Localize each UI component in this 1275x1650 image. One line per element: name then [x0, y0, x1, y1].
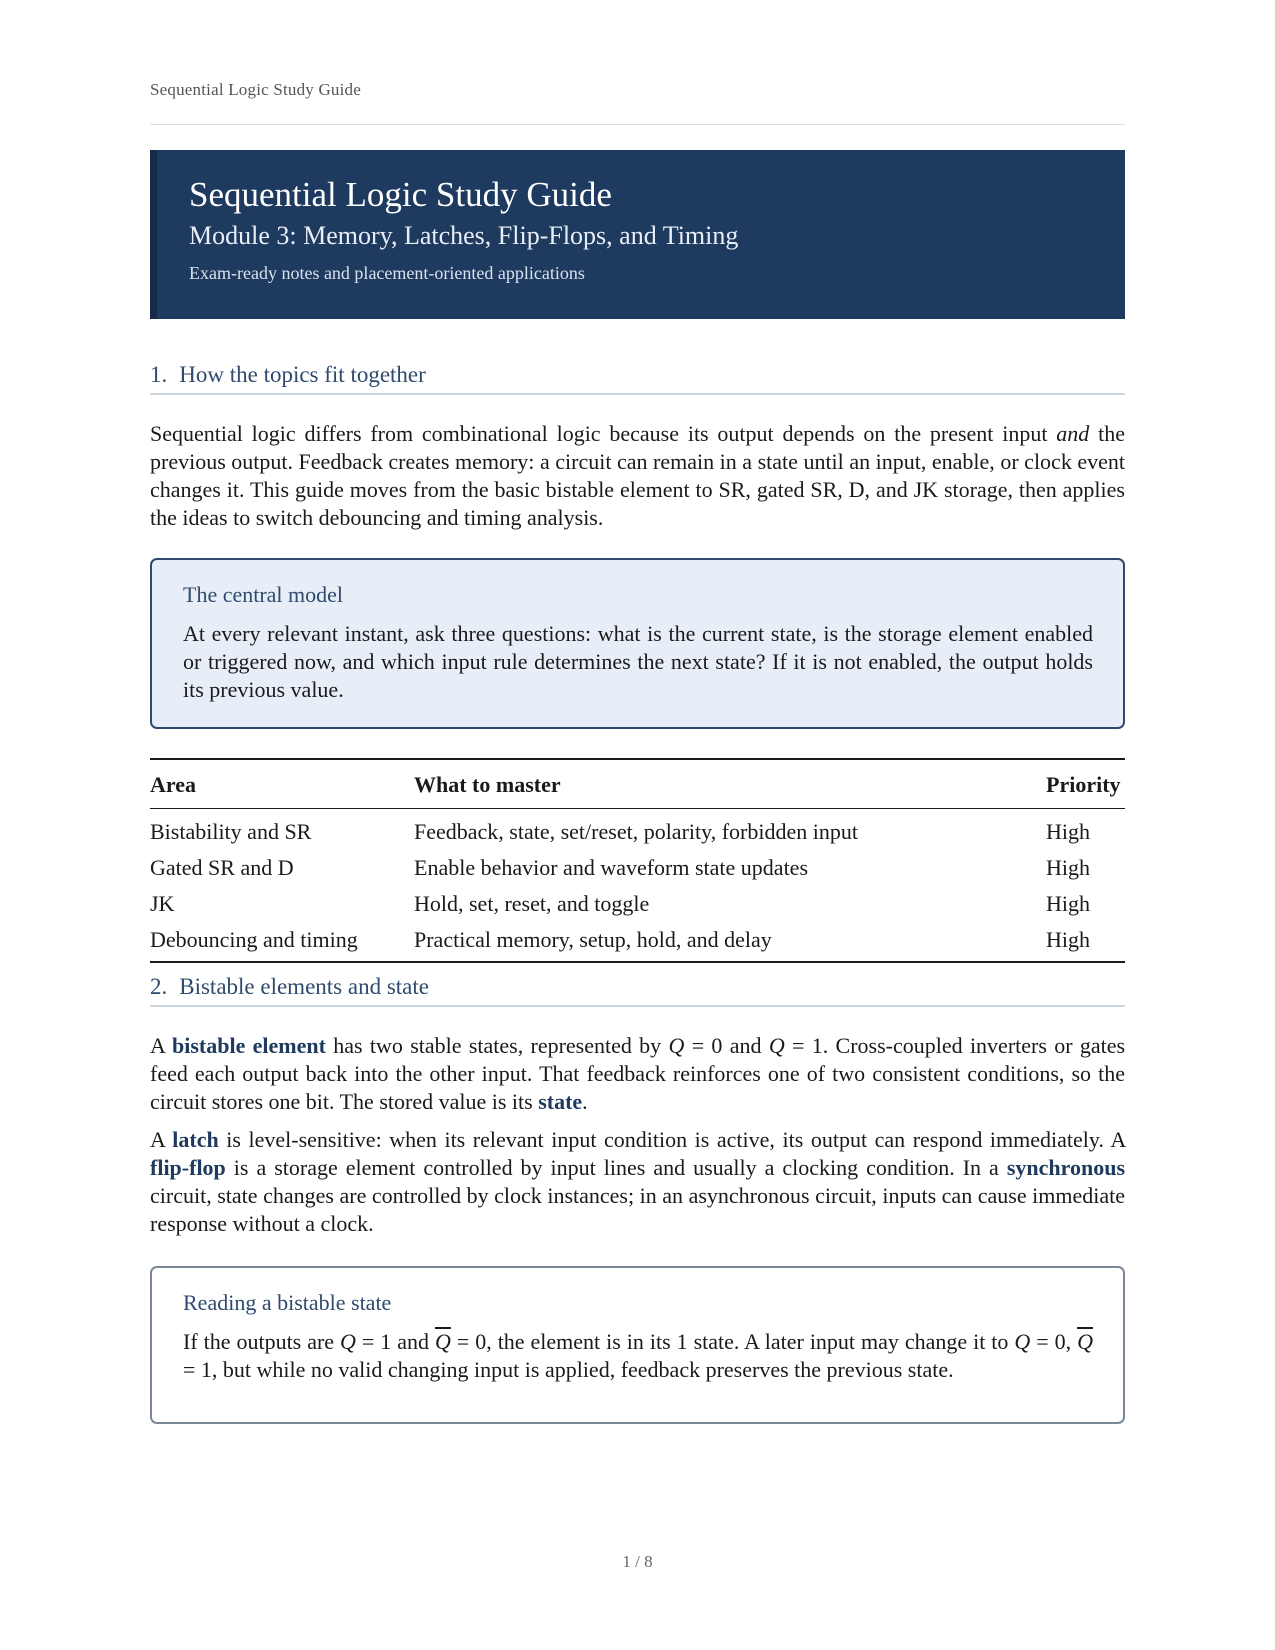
math-value: = 0, [456, 1329, 492, 1354]
math-value: = 1 [361, 1329, 392, 1354]
text-run: the previous output. Feedback creates memory: a circuit can remain in a state until an input, enable, or clock event changes it. This guide moves from the basic bistable element to SR, gated SR, D, and JK storage, then applies the ideas to switch debouncing and timing analysis. [150, 421, 1126, 530]
text-run: but while no valid changing input is applied, feedback preserves the previous state. [222, 1357, 954, 1382]
table-cell: High [1046, 855, 1090, 880]
math-q: Q [668, 1033, 685, 1058]
callout-body: At every relevant instant, ask three questions: what is the current state, is the storage element enabled or triggered now, and which input rule determines the next state? If it is not enabled, the output holds its previous value. [183, 621, 1093, 702]
document-title: Sequential Logic Study Guide [189, 175, 612, 214]
math-value: = 0, [1036, 1329, 1072, 1354]
table-row [150, 886, 1125, 922]
table-cell: Bistability and SR [150, 819, 312, 844]
header-divider [150, 124, 1125, 125]
table-cell: JK [150, 891, 175, 916]
key-term: flip-flop [150, 1155, 226, 1180]
table-cell: Gated SR and D [150, 855, 294, 880]
table-cell: Feedback, state, set/reset, polarity, forbidden input [414, 819, 858, 844]
document-page [150, 0, 1125, 1650]
math-value: = 1. [792, 1033, 829, 1058]
table-cell: Debouncing and timing [150, 927, 358, 952]
table-row [150, 922, 1125, 962]
column-header-area: Area [150, 759, 414, 809]
callout-title: The central model [183, 582, 344, 607]
emphasis: and [1056, 421, 1090, 446]
math-q: Q [340, 1329, 356, 1354]
text-run: A [150, 1127, 165, 1152]
table-header-row [150, 759, 1125, 809]
section-title: Bistable elements and state [179, 974, 429, 999]
text-run: If the outputs are [183, 1329, 335, 1354]
section-title: How the topics fit together [179, 362, 426, 387]
table-cell: Hold, set, reset, and toggle [414, 891, 650, 916]
section-heading-2 [150, 974, 1125, 1007]
table-row [150, 809, 1125, 851]
table-cell: Practical memory, setup, hold, and delay [414, 927, 772, 952]
column-header-priority: Priority [1046, 759, 1125, 809]
section-heading-1 [150, 362, 1125, 395]
text-run: A [150, 1033, 165, 1058]
key-term: latch [172, 1127, 219, 1152]
title-banner [150, 150, 1125, 319]
callout-body [183, 1328, 1093, 1384]
text-run: has two stable states, represented by [333, 1033, 662, 1058]
text-run: is a storage element controlled by input lines and usually a clocking condition. In a [233, 1155, 999, 1180]
page-number: 1 / 8 [622, 1552, 653, 1571]
bistable-paragraph [150, 1032, 1125, 1116]
running-header: Sequential Logic Study Guide [150, 80, 361, 99]
table-cell: High [1046, 819, 1090, 844]
document-tagline: Exam-ready notes and placement-oriented applications [189, 263, 585, 283]
math-q-bar: $\overline{Q}$ [1077, 1329, 1093, 1354]
topics-table [150, 758, 1125, 963]
text-run: and [729, 1033, 762, 1058]
text-run: . [582, 1089, 588, 1114]
text-run: is level-sensitive: when its relevant input condition is active, its output can respond immediately. A [226, 1127, 1125, 1152]
math-q: Q [768, 1033, 785, 1058]
section-number: 2. [150, 974, 168, 999]
key-term: bistable element [172, 1033, 326, 1058]
text-run: circuit, state changes are controlled by clock instances; in an asynchronous circuit, inputs can cause immediate response without a clock. [150, 1183, 1125, 1236]
math-q: Q [1014, 1329, 1031, 1354]
text-run: Cross-coupled inverters or gates feed each output back into the other input. That feedback reinforces one of two consistent conditions, so the circuit stores one bit. The stored value is its [150, 1033, 1126, 1114]
math-q-bar: $\overline{Q}$ [434, 1329, 451, 1354]
table-row [150, 850, 1125, 886]
math-value: = 0 [691, 1033, 723, 1058]
table-cell: Enable behavior and waveform state updates [414, 855, 809, 880]
document-subtitle: Module 3: Memory, Latches, Flip-Flops, and Timing [189, 221, 739, 250]
text-run: Sequential logic differs from combinational logic because its output depends on the present input [150, 421, 1048, 446]
math-value: = 1, [183, 1357, 218, 1382]
column-header-master: What to master [414, 759, 1046, 809]
key-term: synchronous [1006, 1155, 1126, 1180]
text-run: the element is in its 1 state. A later input may change it to [497, 1329, 1009, 1354]
latch-flipflop-paragraph [150, 1126, 1125, 1238]
key-term: state [538, 1089, 583, 1114]
central-model-callout [150, 558, 1125, 729]
table-cell: High [1046, 927, 1090, 952]
callout-title: Reading a bistable state [183, 1290, 392, 1315]
section-1-paragraph [150, 420, 1125, 532]
table-cell: High [1046, 891, 1090, 916]
section-number: 1. [150, 362, 168, 387]
text-run: and [397, 1329, 430, 1354]
bistable-state-callout [150, 1266, 1125, 1424]
